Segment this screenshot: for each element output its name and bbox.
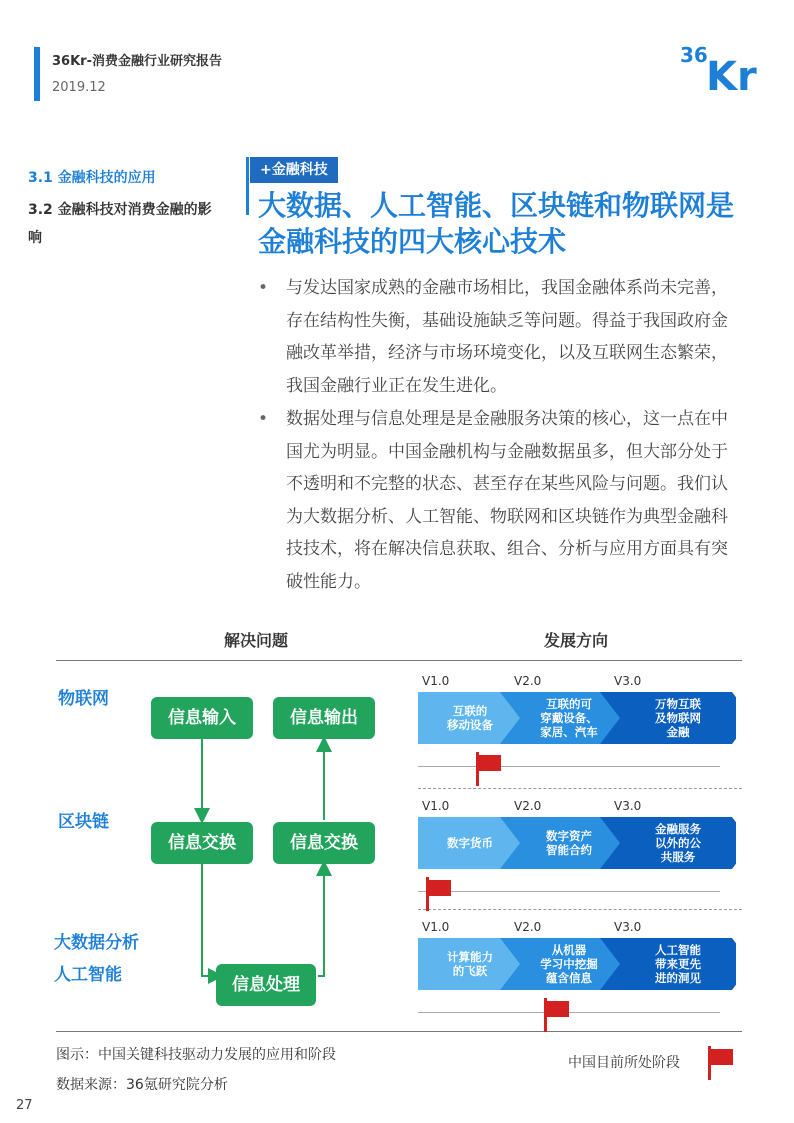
stage-label: 数字货币 — [447, 836, 493, 850]
box-info-output: 信息输出 — [273, 697, 375, 739]
section-tag: +金融科技 — [250, 157, 338, 183]
stage-label: 金融服务以外的公共服务 — [655, 822, 701, 864]
row-separator — [418, 909, 742, 910]
stage-label: 互联的可穿戴设备、家居、汽车 — [540, 697, 598, 739]
version-label: V2.0 — [514, 674, 542, 688]
figure-caption: 图示：中国关键科技驱动力发展的应用和阶段 — [56, 1047, 336, 1063]
col-header-problems: 解决问题 — [224, 631, 289, 650]
diagram-bottom-rule — [56, 1031, 742, 1032]
arrow-processing-to-exchange — [318, 868, 324, 976]
bullet-list — [258, 272, 734, 599]
stage-label: 数字资产智能合约 — [546, 829, 592, 857]
category-blockchain: 区块链 — [58, 812, 109, 832]
box-info-input: 信息输入 — [151, 697, 253, 739]
source-caption: 数据来源：36氪研究院分析 — [56, 1077, 228, 1093]
current-stage-flag-icon — [544, 998, 574, 1032]
box-info-processing: 信息处理 — [216, 964, 316, 1006]
col-header-direction: 发展方向 — [544, 631, 609, 650]
stage-arrow-chain — [416, 938, 736, 992]
stage-arrow-chain — [416, 817, 736, 871]
36kr-logo — [678, 40, 764, 94]
stage-label: 从机器学习中挖掘蕴含信息 — [540, 943, 598, 985]
svg-text:Kr: Kr — [706, 54, 757, 94]
bullet-item: • 数据处理与信息处理是是金融服务决策的核心，这一点在中国尤为明显。中国金融机构与金融数据虽多，但大部分处于不透明和不完整的状态、甚至存在某些风险与问题。我们认为大数据分析、人工智能、物联网和区块链作为典型金融科技技术，将在解决信息获取、组合、分析与应用方面具有突破性能力。 — [258, 403, 734, 598]
section-tag-bar — [246, 157, 249, 215]
diagram-top-rule — [56, 660, 742, 661]
version-label: V3.0 — [614, 674, 642, 688]
box-info-exchange-right: 信息交换 — [273, 822, 375, 864]
report-title: 36Kr-消费金融行业研究报告 — [52, 54, 222, 69]
nav-item-fintech-impact[interactable] — [28, 196, 218, 252]
box-info-exchange-left: 信息交换 — [151, 822, 253, 864]
version-label: V3.0 — [614, 799, 642, 813]
bullet-item: • 与发达国家成熟的金融市场相比，我国金融体系尚未完善，存在结构性失衡，基础设施缺乏等问题。得益于我国政府金融改革举措，经济与市场环境变化，以及互联网生态繁荣，我国金融行业正在发生进化。 — [258, 272, 734, 402]
current-stage-flag-icon — [476, 752, 506, 786]
nav-item-fintech-impact-label: 3.2 金融科技对消费金融的影响 — [28, 202, 212, 246]
category-iot: 物联网 — [58, 689, 109, 709]
legend-flag-icon — [708, 1046, 738, 1080]
stage-label: 人工智能带来更先进的洞见 — [655, 943, 701, 985]
page-headline: 大数据、人工智能、区块链和物联网是金融科技的四大核心技术 — [258, 189, 735, 258]
header-accent-bar — [34, 47, 40, 101]
category-ai: 人工智能 — [54, 965, 122, 985]
version-label: V1.0 — [422, 920, 450, 934]
svg-text:36: 36 — [680, 43, 708, 67]
current-stage-flag-icon — [426, 877, 456, 911]
nav-item-fintech-application[interactable]: 3.1 金融科技的应用 — [28, 170, 156, 186]
version-label: V1.0 — [422, 799, 450, 813]
stage-label: 万物互联及物联网金融 — [655, 697, 701, 739]
stage-arrow-chain — [416, 692, 736, 746]
stage-track — [418, 891, 720, 892]
version-label: V3.0 — [614, 920, 642, 934]
row-separator — [418, 788, 742, 789]
legend-label: 中国目前所处阶段 — [568, 1055, 680, 1071]
category-big-data: 大数据分析 — [54, 933, 139, 953]
stage-track — [418, 766, 720, 767]
report-date: 2019.12 — [52, 80, 106, 95]
page-number: 27 — [16, 1098, 33, 1113]
stage-label: 互联的移动设备 — [447, 704, 493, 732]
stage-label: 计算能力的飞跃 — [447, 950, 493, 978]
version-label: V1.0 — [422, 674, 450, 688]
version-label: V2.0 — [514, 799, 542, 813]
arrow-exchange-to-processing — [202, 864, 216, 976]
version-label: V2.0 — [514, 920, 542, 934]
